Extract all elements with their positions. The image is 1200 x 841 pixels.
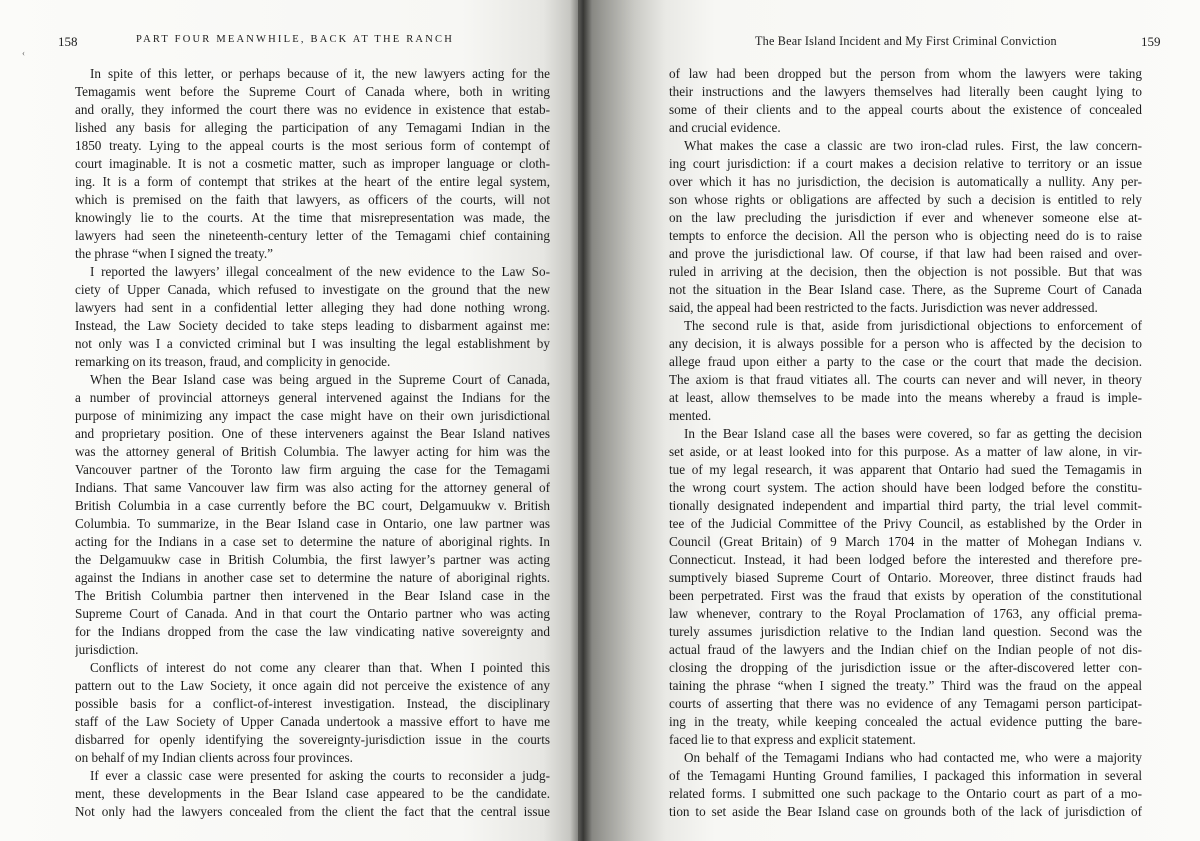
text-line: Council (Great Britain) of 9 March 1704 in the matter of Mohegan Indians v. (669, 534, 1142, 549)
left-text-column (75, 65, 550, 821)
text-line: was the attorney general of British Columbia. The lawyer acting for him was the (75, 444, 550, 459)
text-line: Connecticut. Instead, it had been lodged before the interested and therefore pre- (669, 552, 1142, 567)
text-line: On behalf of the Temagami Indians who had contacted me, who were a majority (684, 750, 1142, 765)
text-line: ing court jurisdiction: if a court makes a decision relative to territory or an issue (669, 156, 1142, 171)
text-line: ciety of Upper Canada, which refused to investigate on the ground that the new (75, 282, 550, 297)
text-line: knowingly lie to the courts. At the time that misrepresentation was made, the (75, 210, 550, 225)
text-line: taining the phrase “when I signed the treaty.” Third was the fraud on the appeal (669, 678, 1142, 693)
text-line: on the law precluding the jurisdiction if ever and whenever someone else at- (669, 210, 1142, 225)
text-line: British Columbia in a case currently before the BC court, Delgamuukw v. British (75, 498, 550, 513)
right-page-number: 159 (1141, 34, 1161, 49)
text-line: against the Indians in another case set to determine the nature of aboriginal rights. (75, 570, 550, 585)
text-line: faced lie to that express and explicit statement. (669, 732, 916, 747)
text-line: ment, these developments in the Bear Island case appeared to be the candidate. (75, 786, 550, 801)
text-line: son whose rights or obligations are affected by such a decision is entitled to rely (669, 192, 1142, 207)
right-page (578, 0, 1200, 841)
right-text-column (669, 65, 1142, 821)
text-line: said, the appeal had been restricted to the facts. Jurisdiction was never addressed. (669, 300, 1098, 315)
text-line: In the Bear Island case all the bases were covered, so far as getting the decision (684, 426, 1142, 441)
text-line: tempts to enforce the decision. All the person who is objecting need do is to raise (669, 228, 1142, 243)
text-line: The axiom is that fraud vitiates all. The courts can never and will never, in theory (669, 372, 1142, 387)
text-line: lished any basis for alleging the participation of any Temagami Indian in the (75, 120, 550, 135)
left-running-head: PART FOUR MEANWHILE, BACK AT THE RANCH (136, 34, 454, 45)
text-line: over which it has no jurisdiction, the decision is automatically a nullity. Any per- (669, 174, 1142, 189)
text-line: sumptively biased Supreme Court of Ontario. Moreover, three distinct frauds had (669, 570, 1142, 585)
left-page-number: 158 (58, 34, 78, 49)
text-line: 1850 treaty. Lying to the appeal courts is the most serious form of contempt of (75, 138, 550, 153)
text-line: and orally, they informed the court there was no evidence in existence that estab- (75, 102, 550, 117)
text-line: and crucial evidence. (669, 120, 781, 135)
text-line: the phrase “when I signed the treaty.” (75, 246, 273, 261)
text-line: jurisdiction. (75, 642, 139, 657)
text-line: which is premised on the faith that lawyers, as officers of the courts, will not (75, 192, 550, 207)
text-line: If ever a classic case were presented for asking the courts to reconsider a judg- (90, 768, 550, 783)
text-line: the wrong court system. The action should have been lodged before the constitu- (669, 480, 1142, 495)
book-gutter-shadow (570, 0, 592, 841)
text-line: Not only had the lawyers concealed from the client the fact that the central issue (75, 804, 550, 819)
text-line: related forms. I submitted one such package to the Ontario court as part of a mo- (669, 786, 1142, 801)
text-line: their instructions and the lawyers themselves had literally been caught lying to (669, 84, 1142, 99)
text-line: set aside, or at least looked into for this purpose. As a matter of law alone, in vir- (669, 444, 1142, 459)
text-line: ruled in arriving at the decision, then the objection is not possible. But that was (669, 264, 1142, 279)
text-line: ing. It is a form of contempt that strikes at the heart of the entire legal system, (75, 174, 550, 189)
text-line: Temagamis went before the Supreme Court of Canada where, both in writing (75, 84, 550, 99)
text-line: mented. (669, 408, 712, 423)
margin-mark: ‹ (22, 48, 25, 58)
text-line: of the Temagami Hunting Ground families, I packaged this information in several (669, 768, 1142, 783)
text-line: Conflicts of interest do not come any clearer than that. When I pointed this (90, 660, 550, 675)
text-line: not the situation in the Bear Island case. There, as the Supreme Court of Canada (669, 282, 1142, 297)
text-line: tue of my legal research, it was apparent that Ontario had sued the Temagamis in (669, 462, 1142, 477)
text-line: and proprietary position. One of these interveners against the Bear Island natives (75, 426, 550, 441)
text-line: remarking on its treason, fraud, and complicity in genocide. (75, 354, 391, 369)
text-line: tion to set aside the Bear Island case on grounds both of the lack of jurisdiction of (669, 804, 1142, 819)
text-line: lawyers had sent in a confidential letter alleging they had done nothing wrong. (75, 300, 550, 315)
text-line: disbarred for openly identifying the sovereignty-jurisdiction issue in the courts (75, 732, 550, 747)
text-line: a number of provincial attorneys general intervened against the Indians for the (75, 390, 550, 405)
right-running-head: The Bear Island Incident and My First Criminal Conviction (755, 34, 1057, 48)
text-line: at least, allow themselves to be made into the means whereby a fraud is imple- (669, 390, 1142, 405)
text-line: for the Indians dropped from the case the law vindicating native sovereignty and (75, 624, 550, 639)
text-line: on behalf of my Indian clients across four provinces. (75, 750, 353, 765)
text-line: Supreme Court of Canada. And in that court the Ontario partner who was acting (75, 606, 550, 621)
text-line: What makes the case a classic are two iron-clad rules. First, the law concern- (684, 138, 1142, 153)
text-line: The second rule is that, aside from jurisdictional objections to enforcement of (684, 318, 1142, 333)
text-line: lawyers had seen the nineteenth-century letter of the Temagami chief containing (75, 228, 550, 243)
text-line: tee of the Judicial Committee of the Privy Council, as established by the Order in (669, 516, 1142, 531)
text-line: tionally designated independent and impartial third party, the trial level commit- (669, 498, 1142, 513)
text-line: actual fraud of the lawyers and the Indian chief on the Indian people of not dis- (669, 642, 1142, 657)
text-line: purpose of minimizing any impact the case might have on their own jurisdictional (75, 408, 550, 423)
text-line: Vancouver partner of the Toronto law firm arguing the case for the Temagami (75, 462, 550, 477)
text-line: Columbia. To summarize, in the Bear Island case in Ontario, one law partner was (75, 516, 550, 531)
text-line: the Delgamuukw case in British Columbia, the first lawyer’s partner was acting (75, 552, 550, 567)
text-line: of law had been dropped but the person from whom the lawyers were taking (669, 66, 1142, 81)
text-line: and prove the jurisdictional law. Of course, if that law had been raised and over- (669, 246, 1142, 261)
text-line: possible basis for a conflict-of-interest investigation. Instead, the disciplinary (75, 696, 550, 711)
text-line: any decision, it is always possible for a person who is affected by the decision to (669, 336, 1142, 351)
text-line: some of their clients and to the appeal courts about the existence of concealed (669, 102, 1142, 117)
text-line: court imaginable. It is not a cosmetic matter, such as improper language or cloth- (75, 156, 550, 171)
text-line: staff of the Law Society of Upper Canada undertook a massive effort to have me (75, 714, 550, 729)
text-line: Instead, the Law Society decided to take steps leading to disbarment against me: (75, 318, 550, 333)
text-line: The British Columbia partner then intervened in the Bear Island case in the (75, 588, 550, 603)
text-line: courts of asserting that there was no evidence of any Temagami person participat- (669, 696, 1142, 711)
text-line: I reported the lawyers’ illegal concealment of the new evidence to the Law So- (90, 264, 550, 279)
text-line: In spite of this letter, or perhaps because of it, the new lawyers acting for the (90, 66, 550, 81)
text-line: closing the dropping of the jurisdiction issue or the after-discovered letter con- (669, 660, 1142, 675)
text-line: When the Bear Island case was being argued in the Supreme Court of Canada, (90, 372, 550, 387)
left-page (0, 0, 578, 841)
text-line: allege fraud upon either a party to the case or the court that made the decision. (669, 354, 1142, 369)
text-line: law whenever, contrary to the Royal Proclamation of 1763, any official prema- (669, 606, 1142, 621)
text-line: Indians. That same Vancouver law firm was also acting for the attorney general of (75, 480, 550, 495)
text-line: ing in the treaty, while keeping concealed the actual evidence putting the bare- (669, 714, 1142, 729)
text-line: not only was I a convicted criminal but I was insulting the legal establishment by (75, 336, 550, 351)
text-line: pattern out to the Law Society, it once again did not perceive the existence of any (75, 678, 550, 693)
text-line: acting for the Indians in a case set to determine the nature of aboriginal rights. In (75, 534, 550, 549)
text-line: been perpetrated. First was the fraud that exists by operation of the constitutional (669, 588, 1142, 603)
text-line: turely assumes jurisdiction relative to the Indian land question. Second was the (669, 624, 1142, 639)
